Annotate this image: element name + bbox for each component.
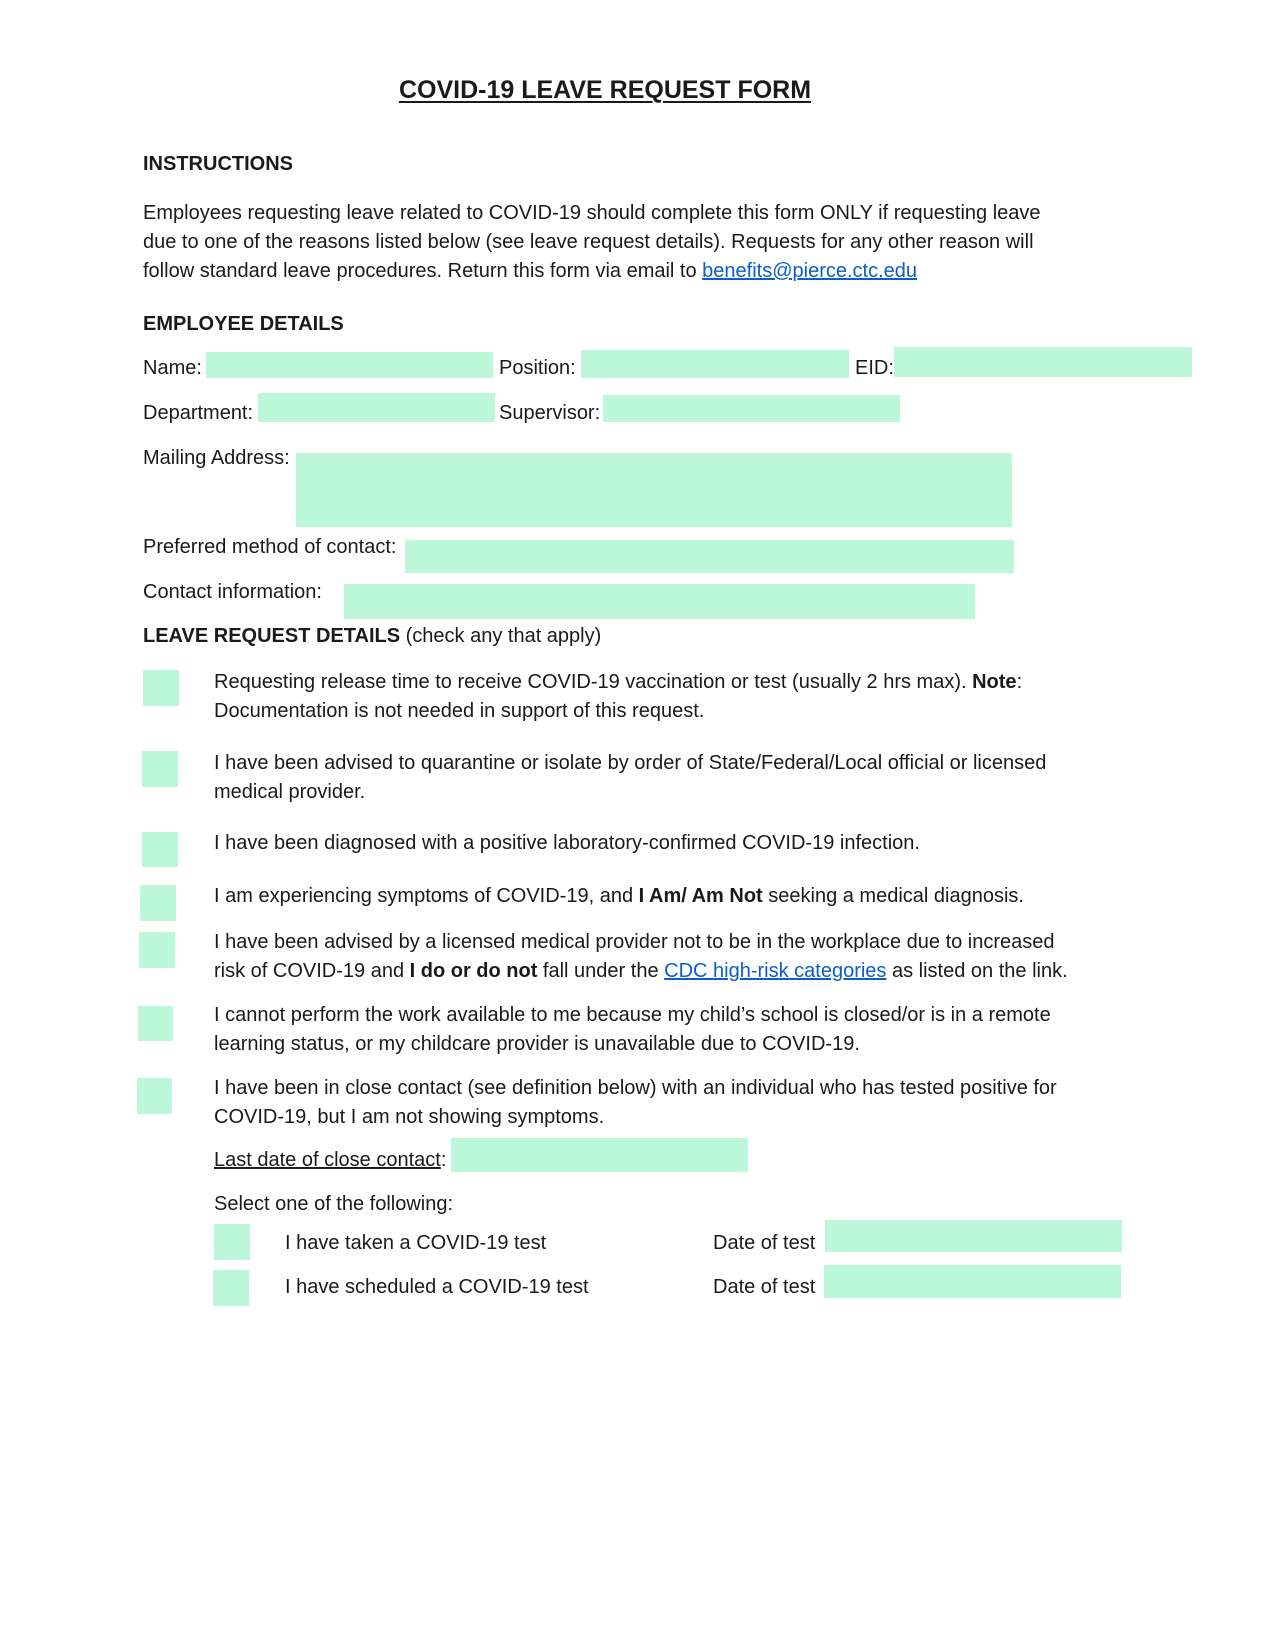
contact-information-label: Contact information: xyxy=(143,581,322,603)
checkbox-test-taken[interactable] xyxy=(214,1224,250,1260)
preferred-contact-input[interactable] xyxy=(405,540,1014,573)
benefits-email-link[interactable]: benefits@pierce.ctc.edu xyxy=(702,260,918,282)
item-positive-diagnosis-text: I have been diagnosed with a positive laboratory-confirmed COVID-19 infection. xyxy=(214,832,920,854)
instructions-line-3 xyxy=(143,257,1103,286)
item-7-line-1: I have been in close contact (see definition below) with an individual who has tested positive for xyxy=(214,1077,1057,1099)
item-5-text: risk of COVID-19 and xyxy=(214,960,410,982)
last-contact-label xyxy=(214,1148,446,1172)
instructions-line-3-text: follow standard leave procedures. Return this form via email to xyxy=(143,260,703,282)
item-vaccination-release-text xyxy=(214,668,1022,726)
name-input[interactable] xyxy=(206,352,493,378)
leave-details-note: (check any that apply) xyxy=(400,625,602,647)
contact-information-input[interactable] xyxy=(344,584,975,619)
instructions-text xyxy=(143,199,1103,286)
checkbox-experiencing-symptoms[interactable] xyxy=(140,885,176,921)
leave-details-heading xyxy=(143,624,601,648)
item-5-text-end: as listed on the link. xyxy=(886,960,1068,982)
item-6-line-1: I cannot perform the work available to me because my child’s school is closed/or is in a remote xyxy=(214,1004,1051,1026)
position-input[interactable] xyxy=(581,350,849,378)
item-7-line-2: COVID-19, but I am not showing symptoms. xyxy=(214,1106,605,1128)
checkbox-quarantine-order[interactable] xyxy=(142,751,178,787)
position-label: Position: xyxy=(499,357,576,379)
item-5-line-1: I have been advised by a licensed medical provider not to be in the workplace due to increased xyxy=(214,931,1055,953)
mailing-address-label: Mailing Address: xyxy=(143,447,290,469)
checkbox-vaccination-release[interactable] xyxy=(143,670,179,706)
item-1-text: Requesting release time to receive COVID-19 vaccination or test (usually 2 hrs max). xyxy=(214,671,973,693)
item-5-bold: I do or do not xyxy=(409,960,538,982)
checkbox-childcare[interactable] xyxy=(138,1006,173,1041)
supervisor-input[interactable] xyxy=(603,395,900,422)
last-contact-label-text: Last date of close contact xyxy=(214,1149,441,1171)
item-5-text-mid: fall under the xyxy=(537,960,665,982)
test-scheduled-label: I have scheduled a COVID-19 test xyxy=(285,1276,589,1298)
item-4-text-end: seeking a medical diagnosis. xyxy=(762,885,1024,907)
instructions-line-2: due to one of the reasons listed below (see leave request details). Requests for any other reason will xyxy=(143,231,1034,253)
item-1-line-2: Documentation is not needed in support of this request. xyxy=(214,700,705,722)
checkbox-close-contact[interactable] xyxy=(137,1078,172,1114)
instructions-line-1: Employees requesting leave related to COVID-19 should complete this form ONLY if requesting leave xyxy=(143,202,1041,224)
item-high-risk-text xyxy=(214,928,1068,986)
supervisor-label: Supervisor: xyxy=(499,402,601,424)
department-input[interactable] xyxy=(258,393,495,422)
leave-details-heading-bold: LEAVE REQUEST DETAILS xyxy=(143,625,401,647)
item-1-note: Note xyxy=(972,671,1017,693)
item-close-contact-text xyxy=(214,1074,1057,1132)
checkbox-positive-diagnosis[interactable] xyxy=(142,832,178,867)
select-one-label: Select one of the following: xyxy=(214,1193,454,1215)
item-5-line-2 xyxy=(214,957,1068,986)
item-4-text: I am experiencing symptoms of COVID-19, and xyxy=(214,885,639,907)
date-of-test-taken-label: Date of test xyxy=(713,1232,816,1254)
checkbox-test-scheduled[interactable] xyxy=(213,1270,249,1306)
item-1-colon: : xyxy=(1016,671,1023,693)
item-6-line-2: learning status, or my childcare provider is unavailable due to COVID-19. xyxy=(214,1033,860,1055)
item-experiencing-symptoms-text xyxy=(214,884,1024,908)
eid-input[interactable] xyxy=(894,347,1192,377)
mailing-address-input[interactable] xyxy=(296,453,1012,527)
item-4-bold: I Am/ Am Not xyxy=(638,885,763,907)
department-label: Department: xyxy=(143,402,254,424)
employee-details-heading: EMPLOYEE DETAILS xyxy=(143,313,344,335)
cdc-high-risk-link[interactable]: CDC high-risk categories xyxy=(664,960,887,982)
instructions-heading: INSTRUCTIONS xyxy=(143,153,293,175)
item-2-line-2: medical provider. xyxy=(214,781,366,803)
last-contact-date-input[interactable] xyxy=(451,1138,748,1172)
item-1-line-1 xyxy=(214,668,1022,697)
eid-label: EID: xyxy=(855,357,894,379)
name-label: Name: xyxy=(143,357,202,379)
checkbox-high-risk[interactable] xyxy=(139,932,175,968)
page-title: COVID-19 LEAVE REQUEST FORM xyxy=(398,76,812,104)
test-taken-label: I have taken a COVID-19 test xyxy=(285,1232,547,1254)
item-2-line-1: I have been advised to quarantine or isolate by order of State/Federal/Local official or licensed xyxy=(214,752,1047,774)
date-of-test-scheduled-input[interactable] xyxy=(824,1265,1121,1298)
item-childcare-text xyxy=(214,1001,1051,1059)
date-of-test-scheduled-label: Date of test xyxy=(713,1276,816,1298)
last-contact-colon: : xyxy=(440,1149,447,1171)
date-of-test-taken-input[interactable] xyxy=(825,1220,1122,1252)
item-quarantine-order-text xyxy=(214,749,1046,807)
preferred-contact-label: Preferred method of contact: xyxy=(143,536,397,558)
